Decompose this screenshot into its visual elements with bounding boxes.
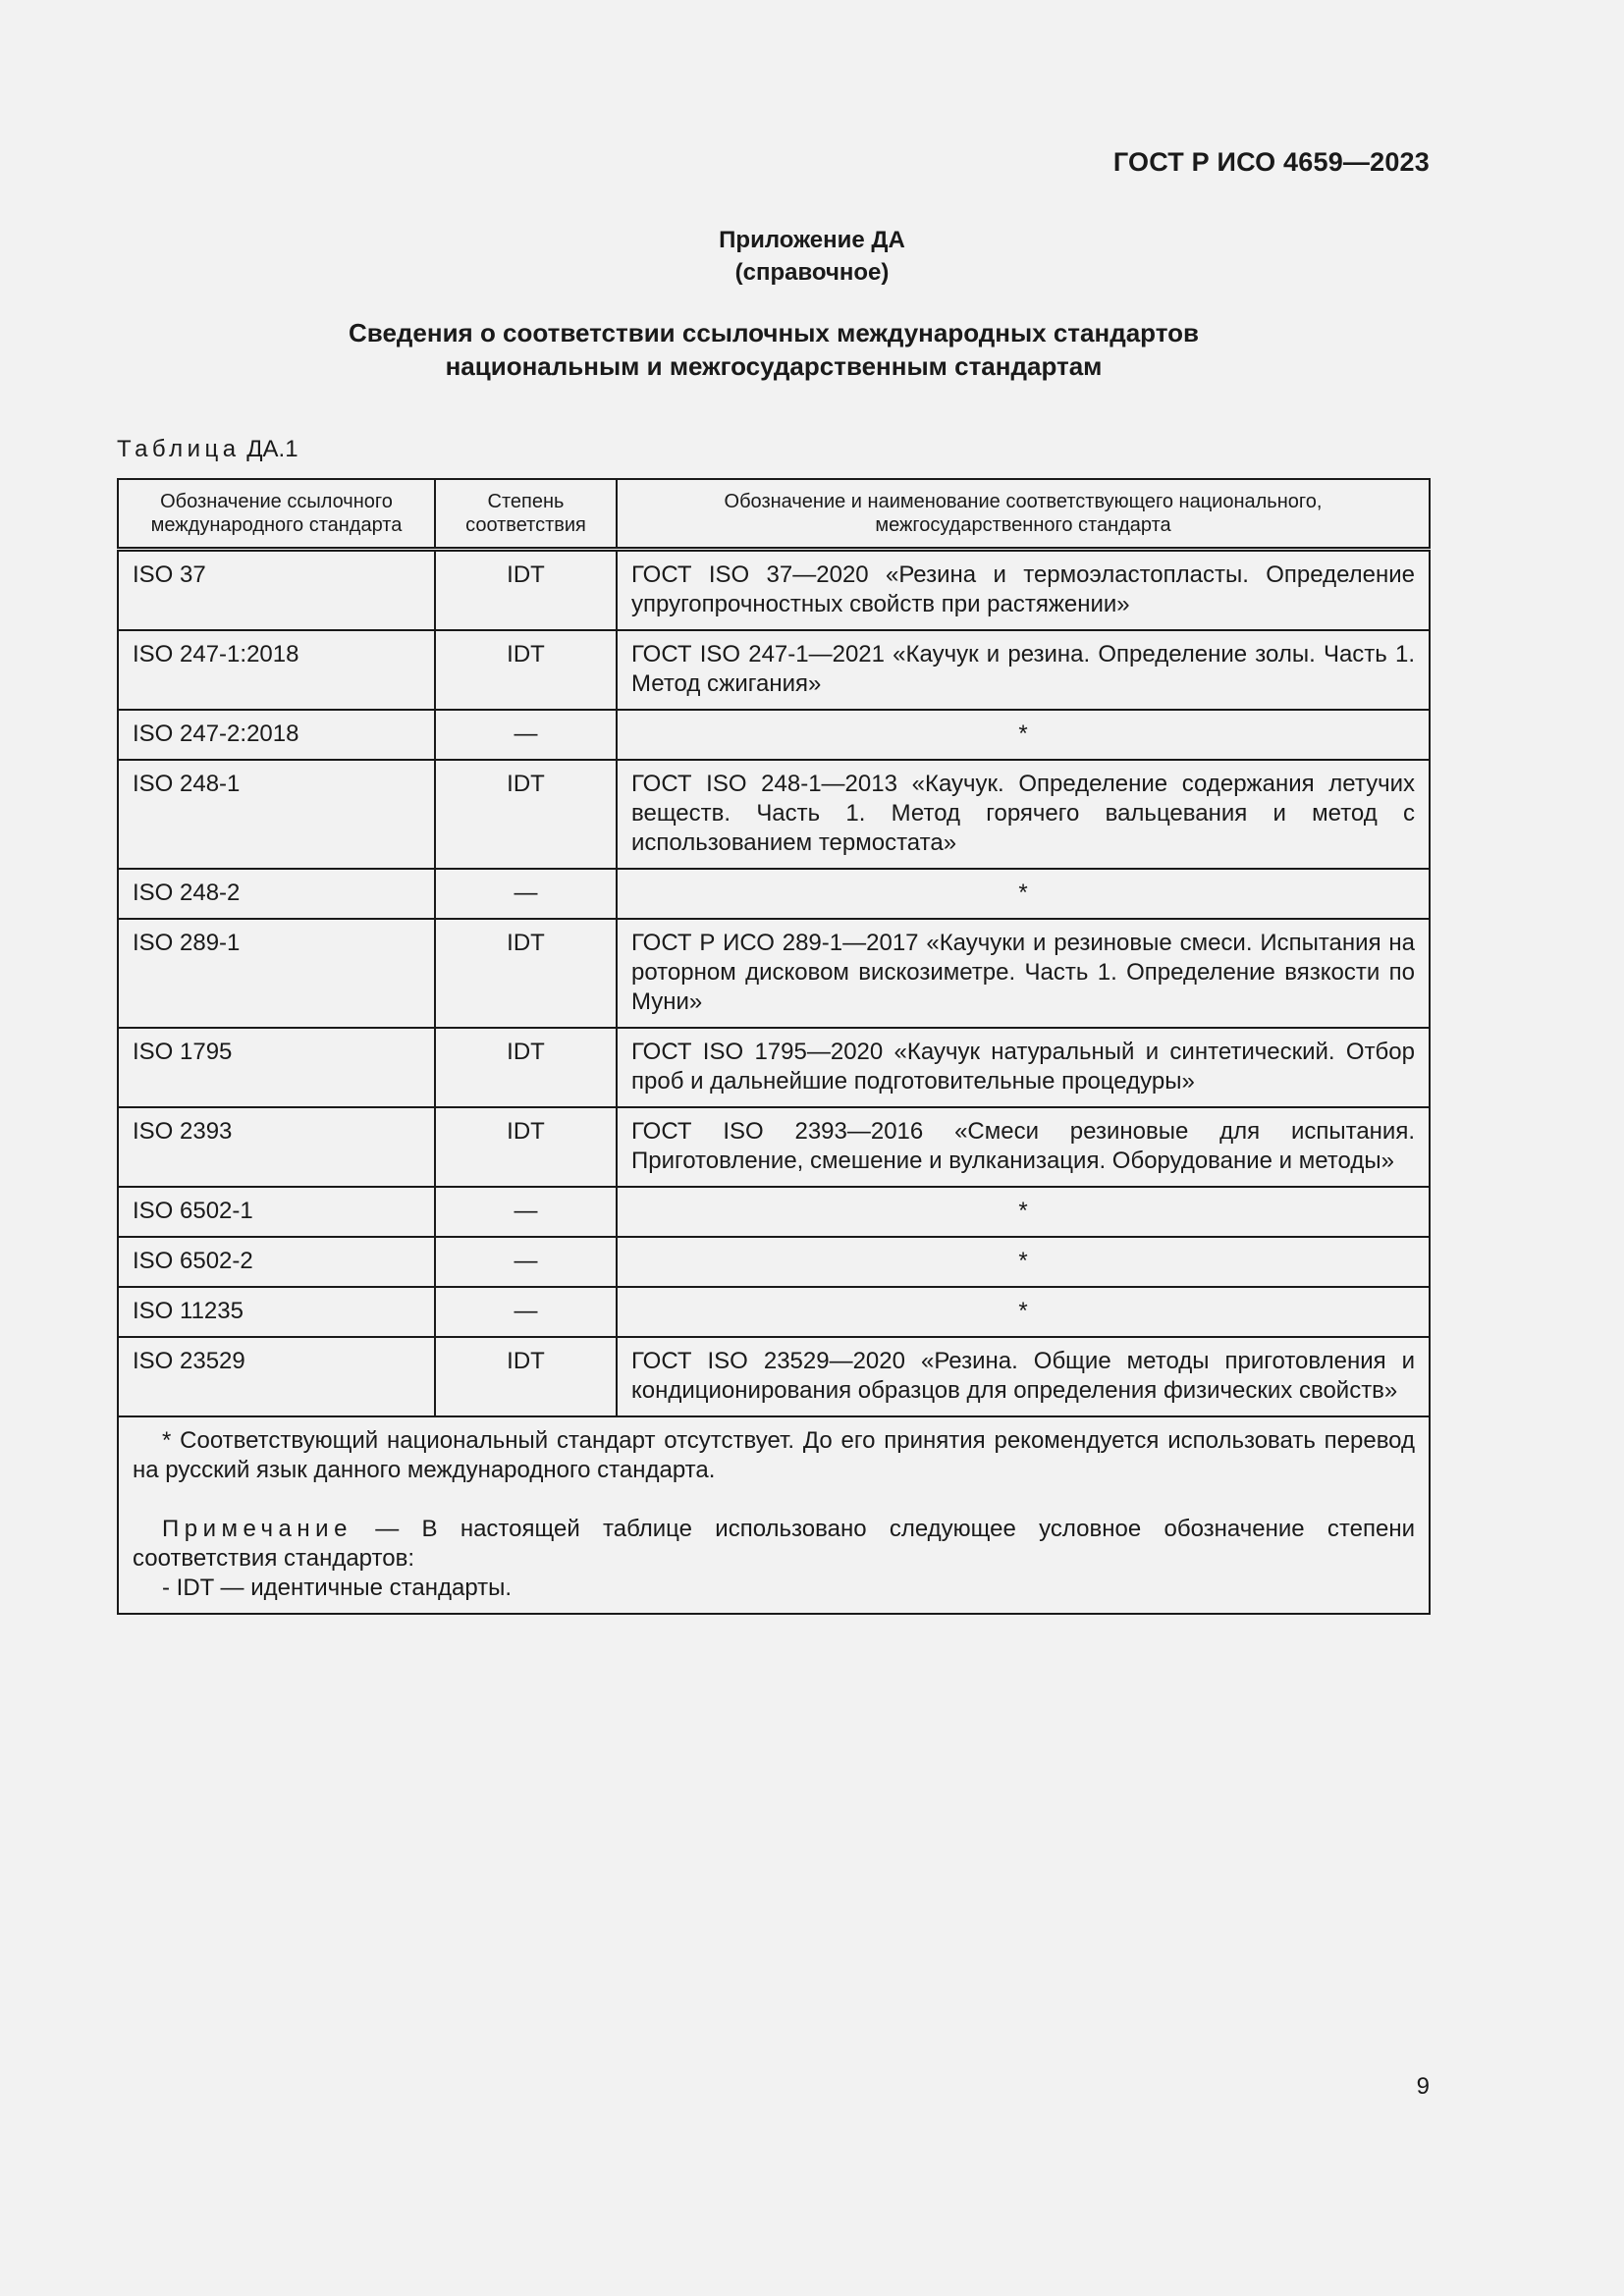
cell-intl-standard: ISO 248-1 [118,760,435,869]
cell-intl-standard: ISO 23529 [118,1337,435,1416]
cell-degree: IDT [435,630,617,710]
cell-national-standard: ГОСТ ISO 248-1—2013 «Каучук. Определение содержания летучих веществ. Часть 1. Метод горячего вальцевания и метод с использованием термостата» [617,760,1430,869]
cell-degree: — [435,1187,617,1237]
table-row [118,1187,1430,1237]
cell-national-standard: * [617,1237,1430,1287]
table-caption [117,436,298,463]
cell-degree: IDT [435,1337,617,1416]
appendix-type: (справочное) [734,259,890,286]
cell-degree: — [435,710,617,760]
cell-degree: IDT [435,760,617,869]
table-row [118,630,1430,710]
cell-intl-standard: ISO 289-1 [118,919,435,1028]
table-header-row [118,479,1430,550]
document-code: ГОСТ Р ИСО 4659—2023 [1112,147,1430,177]
cell-national-standard: ГОСТ ISO 37—2020 «Резина и термоэластопласты. Определение упругопрочностных свойств при растяжении» [617,550,1430,631]
table-row [118,1287,1430,1337]
cell-intl-standard: ISO 6502-1 [118,1187,435,1237]
section-title-line2: национальным и межгосударственным стандартам [445,351,1103,381]
cell-degree: — [435,869,617,919]
cell-intl-standard: ISO 11235 [118,1287,435,1337]
table-row [118,1028,1430,1107]
cell-national-standard: * [617,710,1430,760]
note-item: - IDT — идентичные стандарты. [162,1575,513,1601]
cell-degree: — [435,1237,617,1287]
table-row [118,1337,1430,1416]
cell-national-standard: ГОСТ Р ИСО 289-1—2017 «Каучуки и резиновые смеси. Испытания на роторном дисковом вискозиметре. Часть 1. Определение вязкости по Муни» [617,919,1430,1028]
cell-intl-standard: ISO 37 [118,550,435,631]
header-national-standard: Обозначение и наименование соответствующего национального, межгосударственного стандарта [617,479,1430,550]
cell-degree: IDT [435,550,617,631]
table-row [118,710,1430,760]
cell-intl-standard: ISO 1795 [118,1028,435,1107]
cell-degree: IDT [435,919,617,1028]
table-notes [118,1416,1430,1614]
cell-intl-standard: ISO 247-1:2018 [118,630,435,710]
note [133,1515,1415,1574]
cell-national-standard: ГОСТ ISO 23529—2020 «Резина. Общие методы приготовления и кондиционирования образцов для определения физических свойств» [617,1337,1430,1416]
cell-national-standard: ГОСТ ISO 247-1—2021 «Каучук и резина. Определение золы. Часть 1. Метод сжигания» [617,630,1430,710]
cell-national-standard: * [617,1187,1430,1237]
table-row [118,550,1430,631]
cell-intl-standard: ISO 6502-2 [118,1237,435,1287]
table-row [118,1237,1430,1287]
cell-degree: IDT [435,1028,617,1107]
note-label: Примечание [162,1516,352,1542]
table-body [118,550,1430,1417]
cell-intl-standard: ISO 2393 [118,1107,435,1187]
cell-national-standard: ГОСТ ISO 2393—2016 «Смеси резиновые для испытания. Приготовление, смешение и вулканизация. Оборудование и методы» [617,1107,1430,1187]
table-footer-row [118,1416,1430,1614]
appendix-title: Приложение ДА [719,227,905,253]
table-row [118,869,1430,919]
cell-national-standard: * [617,869,1430,919]
standards-table [117,478,1431,1615]
section-title [0,316,1547,383]
header-intl-standard: Обозначение ссылочного международного стандарта [118,479,435,550]
note-text: — В настоящей таблице использовано следующее условное обозначение степени соответствия стандартов: [133,1516,1415,1572]
cell-national-standard: ГОСТ ISO 1795—2020 «Каучук натуральный и синтетический. Отбор проб и дальнейшие подготовительные процедуры» [617,1028,1430,1107]
section-title-line1: Сведения о соответствии ссылочных международных стандартов [349,318,1199,347]
table-caption-label: Таблица [117,436,241,462]
page-number: 9 [1416,2073,1430,2100]
table-row [118,919,1430,1028]
appendix-heading [0,224,1624,289]
cell-degree: — [435,1287,617,1337]
cell-degree: IDT [435,1107,617,1187]
table-caption-number: ДА.1 [246,436,298,462]
footnote: * Соответствующий национальный стандарт отсутствует. До его принятия рекомендуется использовать перевод на русский язык данного международного стандарта. [133,1427,1415,1483]
table-row [118,760,1430,869]
cell-intl-standard: ISO 247-2:2018 [118,710,435,760]
cell-intl-standard: ISO 248-2 [118,869,435,919]
header-degree: Степень соответствия [435,479,617,550]
table-row [118,1107,1430,1187]
cell-national-standard: * [617,1287,1430,1337]
